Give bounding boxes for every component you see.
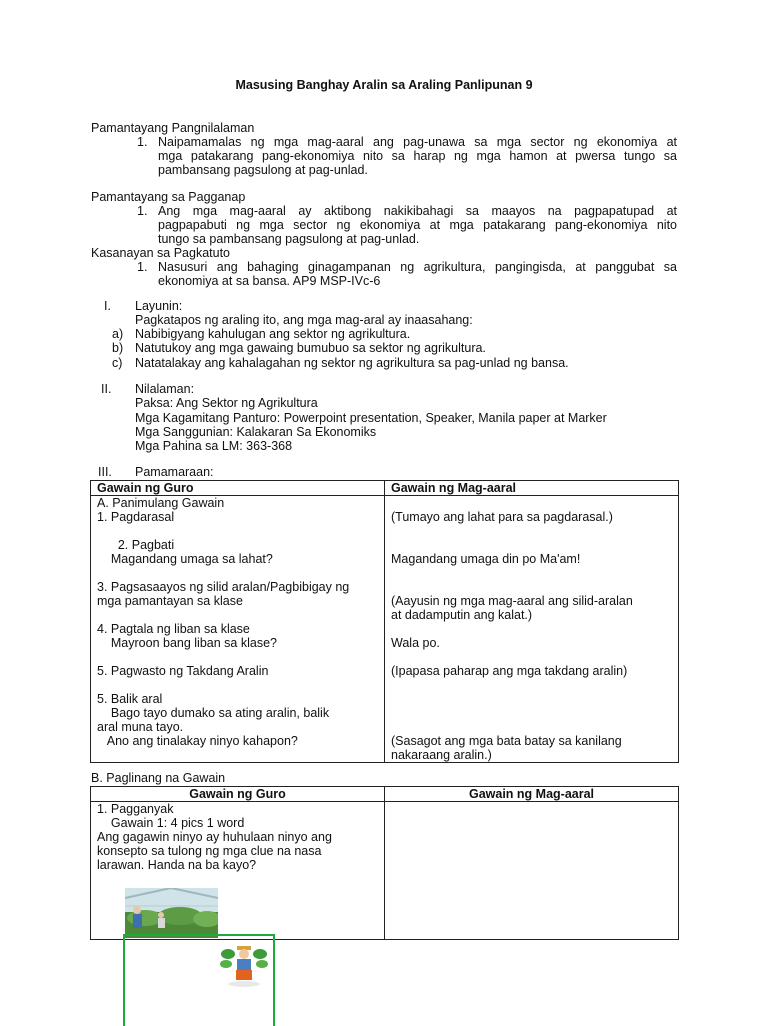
cell-line: 4. Pagtala ng liban sa klase (97, 622, 250, 636)
cell-line: mga pamantayan sa klase (97, 594, 243, 608)
cell-line: 2. Pagbati (97, 538, 175, 552)
cell-line: Mayroon bang liban sa klase? (97, 636, 277, 650)
paragraph-line: ekonomiya at sa bansa. AP9 MSP-IVc-6 (158, 274, 381, 288)
cell-line (97, 566, 378, 580)
cell-line (391, 692, 672, 706)
cell-line: 5. Balik aral (97, 692, 163, 706)
cell-line (391, 678, 672, 692)
cell-line: (Ipapasa paharap ang mga takdang aralin) (391, 664, 628, 678)
procedure-table-panimula (90, 480, 679, 763)
paragraph-line: mga patakarang pang-ekonomiya nito sa harap ng mga hamon at pwersa tungo sa (158, 149, 677, 163)
roman-numeral: I. (104, 299, 111, 313)
cell-line: nakaraang aralin.) (391, 748, 492, 762)
paragraph-line: Naipamamalas ng mga mag-aaral ang pag-unawa sa mga sector ng ekonomiya at (158, 135, 677, 149)
cell-line: Ano ang tinalakay ninyo kahapon? (97, 734, 298, 748)
column-header-guro: Gawain ng Guro (91, 481, 385, 496)
section-heading-layunin: Layunin: (135, 299, 183, 313)
paragraph-line: Mga Kagamitang Panturo: Powerpoint presentation, Speaker, Manila paper at Marker (135, 411, 607, 425)
cell-line: A. Panimulang Gawain (97, 496, 225, 510)
cell-line: Gawain 1: 4 pics 1 word (97, 816, 245, 830)
cell-line (97, 608, 378, 622)
roman-numeral: II. (101, 382, 112, 396)
magaaral-cell (385, 802, 679, 940)
cell-line: Magandang umaga din po Ma'am! (391, 552, 581, 566)
paragraph-line: Nasusuri ang bahaging ginagampanan ng agrikultura, pangingisda, at panggubat sa (158, 260, 677, 274)
cell-line: Wala po. (391, 636, 440, 650)
cell-line (391, 580, 672, 594)
cell-line (391, 650, 672, 664)
cell-line: aral muna tayo. (97, 720, 184, 734)
cell-line: 1. Pagganyak (97, 802, 174, 816)
cell-line (391, 538, 672, 552)
list-number: 1. (137, 260, 148, 274)
greenhouse-photo (125, 888, 218, 938)
cell-line: 5. Pagwasto ng Takdang Aralin (97, 664, 269, 678)
cell-line: (Aayusin ng mga mag-aaral ang silid-aralan (391, 594, 633, 608)
list-letter: a) (112, 327, 124, 341)
column-header-magaaral: Gawain ng Mag-aaral (385, 481, 679, 496)
cell-line: konsepto sa tulong ng mga clue na nasa (97, 844, 322, 858)
column-header-magaaral: Gawain ng Mag-aaral (385, 787, 679, 802)
magaaral-cell (385, 496, 679, 763)
cell-line: Magandang umaga sa lahat? (97, 552, 273, 566)
section-heading-nilalaman: Nilalaman: (135, 382, 195, 396)
cell-line (391, 566, 672, 580)
cell-line (391, 706, 672, 720)
paragraph-line: Pagkatapos ng araling ito, ang mga mag-aral ay inaasahang: (135, 313, 473, 327)
paragraph-line: tungo sa pambansang pagsulong at pag-unlad. (158, 232, 420, 246)
section-heading-pangnilalaman: Pamantayang Pangnilalaman (91, 121, 255, 135)
cell-line (391, 524, 672, 538)
cell-line (97, 524, 378, 538)
paragraph-line: pagpapabuti ng mga sector ng ekonomiya at mga patakarang pang-ekonomiya nito (158, 218, 677, 232)
list-number: 1. (137, 135, 148, 149)
cell-line (391, 496, 672, 510)
list-number: 1. (137, 204, 148, 218)
list-letter: b) (112, 341, 124, 355)
cell-line (97, 650, 378, 664)
section-heading-pamamaraan: Pamamaraan: (135, 465, 214, 479)
paragraph-line: pambansang pagsulong at pag-unlad. (158, 163, 368, 177)
paragraph-line: Mga Sanggunian: Kalakaran Sa Ekonomiks (135, 425, 377, 439)
cell-line: at dadamputin ang kalat.) (391, 608, 533, 622)
cell-line (97, 678, 378, 692)
cell-line: larawan. Handa na ba kayo? (97, 858, 257, 872)
paragraph-line: Ang mga mag-aaral ay aktibong nakikibahagi sa maayos na pagpapatupad at (158, 204, 677, 218)
cell-line: 1. Pagdarasal (97, 510, 175, 524)
section-heading-kasanayan: Kasanayan sa Pagkatuto (91, 246, 230, 260)
section-heading-pagganap: Pamantayang sa Pagganap (91, 190, 246, 204)
guro-cell (91, 496, 385, 763)
document-title: Masusing Banghay Aralin sa Araling Panlipunan 9 (235, 78, 533, 92)
cell-line (391, 622, 672, 636)
cell-line: 3. Pagsasaayos ng silid aralan/Pagbibigay ng (97, 580, 350, 594)
paragraph-line: Paksa: Ang Sektor ng Agrikultura (135, 396, 318, 410)
list-letter: c) (112, 356, 123, 370)
section-heading-paglinang: B. Paglinang na Gawain (91, 771, 226, 785)
column-header-guro: Gawain ng Guro (91, 787, 385, 802)
cell-line (391, 720, 672, 734)
cell-line: (Tumayo ang lahat para sa pagdarasal.) (391, 510, 613, 524)
farmer-with-plants-icon (218, 940, 270, 988)
cell-line: (Sasagot ang mga bata batay sa kanilang (391, 734, 622, 748)
list-item: Natatalakay ang kahalagahan ng sektor ng agrikultura sa pag-unlad ng bansa. (135, 356, 569, 370)
roman-numeral: III. (98, 465, 112, 479)
cell-line: Bago tayo dumako sa ating aralin, balik (97, 706, 330, 720)
list-item: Natutukoy ang mga gawaing bumubuo sa sektor ng agrikultura. (135, 341, 486, 355)
list-item: Nabibigyang kahulugan ang sektor ng agrikultura. (135, 327, 411, 341)
paragraph-line: Mga Pahina sa LM: 363-368 (135, 439, 293, 453)
cell-line: Ang gagawin ninyo ay huhulaan ninyo ang (97, 830, 332, 844)
